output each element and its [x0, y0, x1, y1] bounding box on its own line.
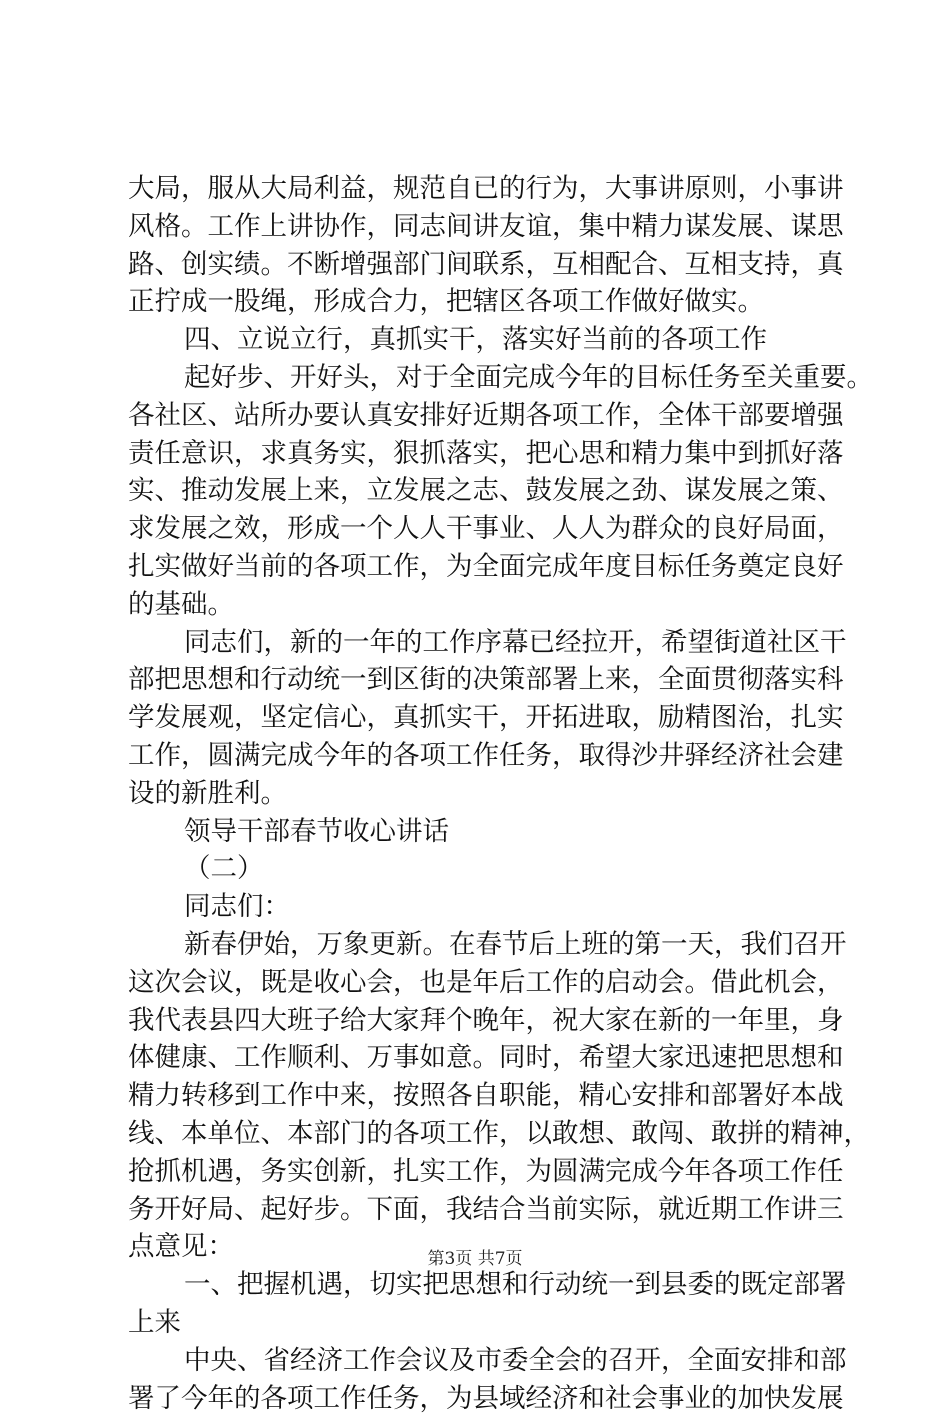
text-line: 抢抓机遇，务实创新，扎实工作，为圆满完成今年各项工作任: [128, 1153, 840, 1191]
text-line: 我代表县四大班子给大家拜个晚年，祝大家在新的一年里，身: [128, 1002, 840, 1040]
text-line: 扎实做好当前的各项工作，为全面完成年度目标任务奠定良好: [128, 548, 840, 586]
text-line: 正拧成一股绳，形成合力，把辖区各项工作做好做实。: [128, 283, 840, 321]
text-line: （二）: [128, 850, 840, 888]
text-line: 大局，服从大局利益，规范自已的行为，大事讲原则，小事讲: [128, 170, 840, 208]
text-line: 署了今年的各项工作任务，为县域经济和社会事业的加快发展: [128, 1380, 840, 1417]
text-line: 领导干部春节收心讲话: [128, 813, 840, 851]
text-line: 责任意识，求真务实，狠抓落实，把心思和精力集中到抓好落: [128, 435, 840, 473]
text-line: 求发展之效，形成一个人人干事业、人人为群众的良好局面，: [128, 510, 840, 548]
text-line: 务开好局、起好步。下面，我结合当前实际，就近期工作讲三: [128, 1191, 840, 1229]
text-line: 各社区、站所办要认真安排好近期各项工作，全体干部要增强: [128, 397, 840, 435]
text-line: 上来: [128, 1304, 840, 1342]
text-line: 一、把握机遇，切实把思想和行动统一到县委的既定部署: [128, 1266, 840, 1304]
text-line: 新春伊始，万象更新。在春节后上班的第一天，我们召开: [128, 926, 840, 964]
text-line: 同志们，新的一年的工作序幕已经拉开，希望街道社区干: [128, 624, 840, 662]
text-line: 的基础。: [128, 586, 840, 624]
text-line: 线、本单位、本部门的各项工作，以敢想、敢闯、敢拼的精神，: [128, 1115, 840, 1153]
page-footer: 第3页 共7页: [0, 1244, 950, 1269]
text-line: 这次会议，既是收心会，也是年后工作的启动会。借此机会，: [128, 964, 840, 1002]
text-line: 工作，圆满完成今年的各项工作任务，取得沙井驿经济社会建: [128, 737, 840, 775]
text-line: 实、推动发展上来，立发展之志、鼓发展之劲、谋发展之策、: [128, 472, 840, 510]
text-line: 精力转移到工作中来，按照各自职能，精心安排和部署好本战: [128, 1077, 840, 1115]
text-line: 同志们：: [128, 888, 840, 926]
text-line: 点意见：: [128, 1228, 840, 1266]
text-line: 四、立说立行，真抓实干，落实好当前的各项工作: [128, 321, 840, 359]
text-line: 学发展观，坚定信心，真抓实干，开拓进取，励精图治，扎实: [128, 699, 840, 737]
text-line: 起好步、开好头，对于全面完成今年的目标任务至关重要。: [128, 359, 840, 397]
text-line: 体健康、工作顺利、万事如意。同时，希望大家迅速把思想和: [128, 1039, 840, 1077]
text-line: 部把思想和行动统一到区街的决策部署上来，全面贯彻落实科: [128, 661, 840, 699]
text-line: 中央、省经济工作会议及市委全会的召开，全面安排和部: [128, 1342, 840, 1380]
text-line: 风格。工作上讲协作，同志间讲友谊，集中精力谋发展、谋思: [128, 208, 840, 246]
body-text: [128, 170, 840, 1417]
text-line: 设的新胜利。: [128, 775, 840, 813]
text-line: 路、创实绩。不断增强部门间联系，互相配合、互相支持，真: [128, 246, 840, 284]
